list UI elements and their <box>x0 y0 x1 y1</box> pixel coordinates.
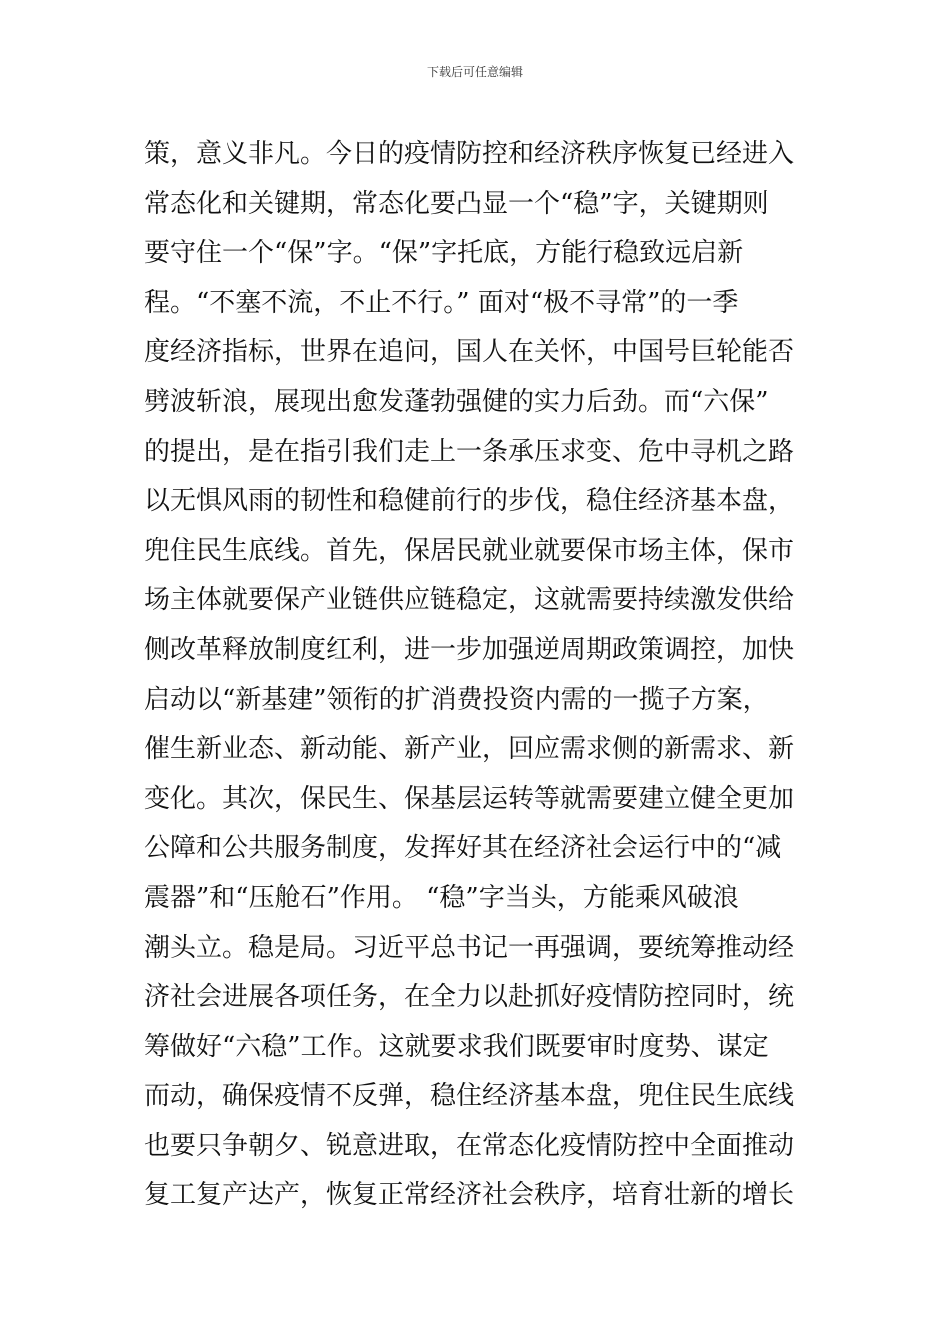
text-line-19: 筹做好“六稳”工作。这就要求我们既要审时度势、谋定 <box>144 1031 769 1062</box>
text-line-2: 常态化和关键期，常态化要凸显一个“稳”字，关键期则 <box>144 188 769 219</box>
text-line-15: 公障和公共服务制度，发挥好其在经济社会运行中的“减 <box>144 833 782 864</box>
text-line-18: 济社会进展各项任务，在全力以赴抓好疫情防控同时，统 <box>144 982 795 1013</box>
text-line-10: 场主体就要保产业链供应链稳定，这就需要持续激发供给 <box>144 585 795 616</box>
text-line-17: 潮头立。稳是局。习近平总书记一再强调，要统筹推动经 <box>144 932 795 963</box>
text-line-5: 度经济指标，世界在追问，国人在关怀，中国号巨轮能否 <box>144 337 795 368</box>
text-line-22: 复工复产达产，恢复正常经济社会秩序，培育壮新的增长 <box>144 1180 795 1211</box>
text-line-14: 变化。其次，保民生、保基层运转等就需要建立健全更加 <box>144 783 795 814</box>
text-line-4: 程。“不塞不流，不止不行。” 面对“极不寻常”的一季 <box>144 287 739 318</box>
text-line-20: 而动，确保疫情不反弹，稳住经济基本盘，兜住民生底线 <box>144 1081 795 1112</box>
text-line-3: 要守住一个“保”字。“保”字托底，方能行稳致远启新 <box>144 238 744 269</box>
body-text <box>144 130 814 1221</box>
text-line-8: 以无惧风雨的韧性和稳健前行的步伐，稳住经济基本盘， <box>144 486 795 517</box>
text-line-1: 策，意义非凡。今日的疫情防控和经济秩序恢复已经进入 <box>144 139 795 169</box>
text-line-9: 兜住民生底线。首先，保居民就业就要保市场主体，保市 <box>144 535 795 566</box>
text-line-6: 劈波斩浪，展现出愈发蓬勃强健的实力后劲。而“六保” <box>144 386 769 417</box>
text-line-21: 也要只争朝夕、锐意进取，在常态化疫情防控中全面推动 <box>144 1130 795 1161</box>
text-line-11: 侧改革释放制度红利，进一步加强逆周期政策调控，加快 <box>144 634 795 665</box>
text-line-7: 的提出，是在指引我们走上一条承压求变、危中寻机之路 <box>144 436 795 467</box>
text-line-12: 启动以“新基建”领衔的扩消费投资内需的一揽子方案， <box>144 684 769 715</box>
text-line-13: 催生新业态、新动能、新产业，回应需求侧的新需求、新 <box>144 734 795 765</box>
text-line-16: 震器”和“压舱石”作用。 “稳”字当头，方能乘风破浪 <box>144 882 739 913</box>
page-header-note: 下载后可任意编辑 <box>426 65 523 79</box>
